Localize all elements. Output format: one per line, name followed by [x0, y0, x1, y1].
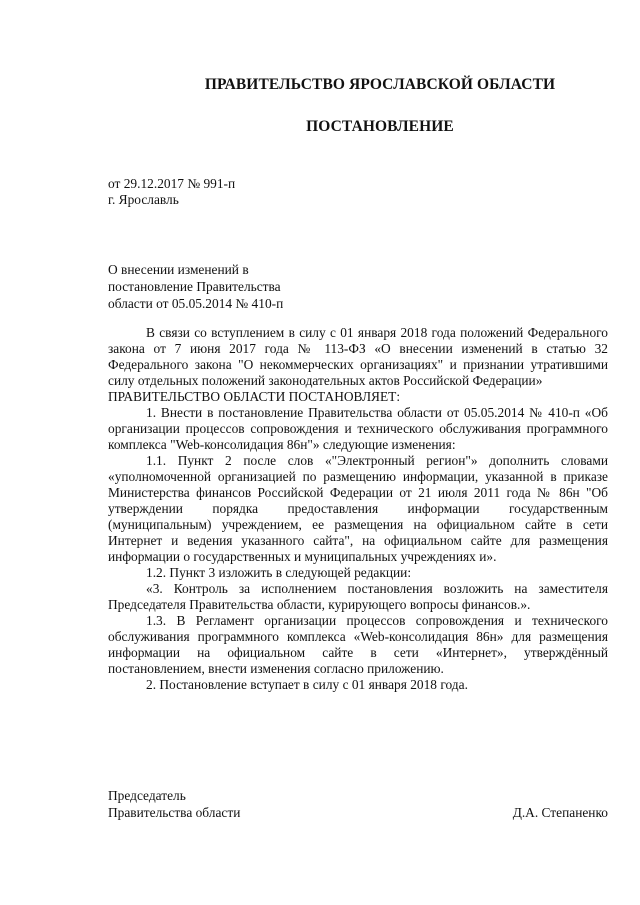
signatory-name: Д.А. Степаненко [512, 805, 608, 820]
item-1-2: 1.2. Пункт 3 изложить в следующей редакции: [146, 565, 412, 580]
item-1: 1. Внести в постановление Правительства области от 05.05.2014 № 410-п «Об организации процессов сопровождения и технического обслуживания программного комплекса "Web-консолидация 86н"» следующие изменения: [108, 405, 608, 452]
item-2: 2. Постановление вступает в силу с 01 января 2018 года. [146, 677, 468, 692]
date-number: от 29.12.2017 № 991-п [108, 176, 236, 191]
document-type-title: ПОСТАНОВЛЕНИЕ [306, 118, 454, 135]
signature-block [108, 787, 608, 821]
signature-position: Правительства области [108, 805, 241, 820]
intro-paragraph: В связи со вступлением в силу с 01 января 2018 года положений Федерального закона от 7 июня 2017 года № 113-ФЗ «О внесении изменений в статью 32 Федерального закона "О некоммерческих организациях" и признании утратившими силу отдельных положений законодательных актов Российской Федерации» [108, 325, 608, 388]
item-1-1: 1.1. Пункт 2 после слов «"Электронный регион"» дополнить словами «уполномоченной организацией по размещению информации, указанной в приказе Министерства финансов Российской Федерации от 21 июля 2011 года № 86н "Об утверждении порядка предоставления информации государственным (муниципальным) учреждением, ее размещения на официальном сайте в сети Интернет и ведения указанного сайта", на официальном сайте для размещения информации о государственных и муниципальных учреждениях и». [108, 453, 608, 564]
item-1-3: 1.3. В Регламент организации процессов сопровождения и технического обслуживания программного комплекса «Web-консолидация 86н» для размещения информации на официальном сайте в сети «Интернет», утверждённый постановлением, внести изменения согласно приложению. [108, 613, 608, 676]
decree-line: ПРАВИТЕЛЬСТВО ОБЛАСТИ ПОСТАНОВЛЯЕТ: [108, 389, 401, 404]
organization-title: ПРАВИТЕЛЬСТВО ЯРОСЛАВСКОЙ ОБЛАСТИ [204, 76, 556, 93]
city: г. Ярославль [108, 192, 179, 207]
signature-position: Председатель [108, 788, 186, 803]
subject-line: постановление Правительства [108, 279, 281, 294]
subject-line: области от 05.05.2014 № 410-п [108, 296, 284, 311]
item-1-2-text: «3. Контроль за исполнением постановления возложить на заместителя Председателя Правительства области, курирующего вопросы финансов.». [108, 581, 608, 612]
document-body [108, 325, 608, 693]
subject-line: О внесении изменений в [108, 262, 249, 277]
document-subject [108, 261, 368, 312]
